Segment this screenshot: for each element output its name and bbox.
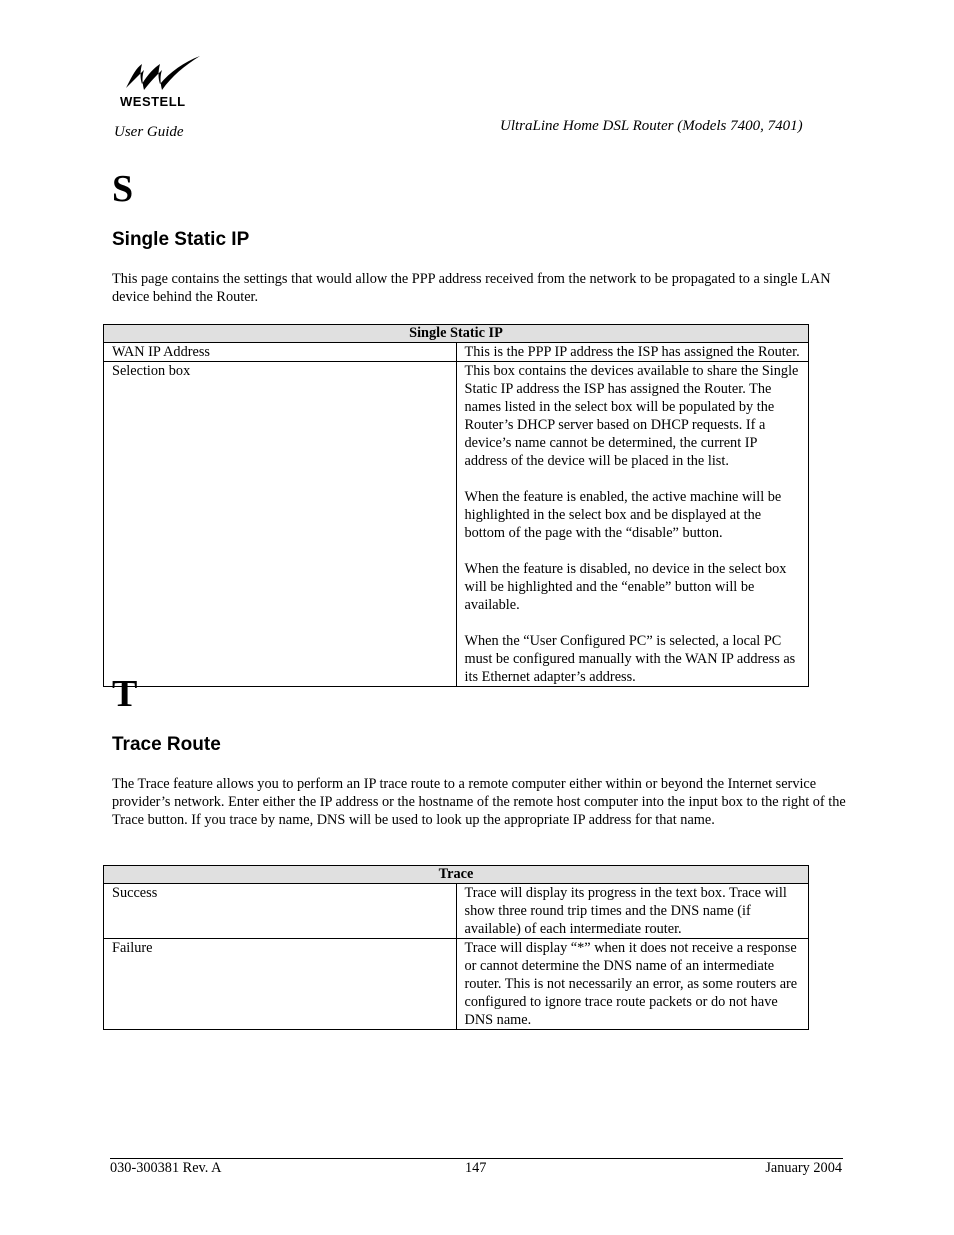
single-static-ip-table xyxy=(103,324,809,687)
footer-doc-number: 030-300381 Rev. A xyxy=(110,1160,222,1176)
row-label: Selection box xyxy=(104,362,457,687)
footer-page-number: 147 xyxy=(465,1160,487,1176)
row-label: Failure xyxy=(104,939,457,1030)
footer-date: January 2004 xyxy=(765,1160,842,1176)
heading-single-static-ip: Single Static IP xyxy=(112,229,250,250)
header-doc-type: User Guide xyxy=(114,124,184,140)
description-paragraph: When the feature is disabled, no device in the select box will be highlighted and the “enable” button will be available. xyxy=(464,561,787,613)
trace-route-intro: The Trace feature allows you to perform an IP trace route to a remote computer either within or beyond the Internet service provider’s network. Enter either the IP address or the hostname of the remote host computer into the input box to the right of the Trace button. If you trace by name, DNS will be used to look up the appropriate IP address for that name. xyxy=(112,776,846,828)
section-letter-t: T xyxy=(112,673,138,715)
description-paragraph: This box contains the devices available to share the Single Static IP address the ISP has assigned the Router. The names listed in the select box will be populated by the Router’s DHCP server based on DHCP requests. If a device’s name cannot be determined, the current IP address of the device will be placed in the list. xyxy=(464,363,799,469)
table-row xyxy=(104,939,809,1030)
row-description xyxy=(456,939,809,1030)
logo-wordmark: WESTELL xyxy=(120,94,186,109)
row-label: WAN IP Address xyxy=(104,343,457,362)
row-description xyxy=(456,343,809,362)
footer-divider xyxy=(110,1158,843,1159)
table-title: Single Static IP xyxy=(104,325,809,343)
westell-logo xyxy=(118,54,208,110)
section-letter-s: S xyxy=(112,168,134,210)
header-product-title: UltraLine Home DSL Router (Models 7400, 7401) xyxy=(500,118,803,134)
table-row xyxy=(104,343,809,362)
description-paragraph: When the feature is enabled, the active machine will be highlighted in the select box and be displayed at the bottom of the page with the “disable” button. xyxy=(464,489,782,541)
description-paragraph: This is the PPP IP address the ISP has assigned the Router. xyxy=(464,344,800,360)
description-paragraph: Trace will display its progress in the text box. Trace will show three round trip times and the DNS name (if available) of each intermediate router. xyxy=(464,885,787,937)
table-row xyxy=(104,884,809,939)
description-paragraph: Trace will display “*” when it does not receive a response or cannot determine the DNS name of an intermediate router. This is not necessarily an error, as some routers are configured to ignore trace route packets or do not have DNS name. xyxy=(464,940,798,1028)
description-paragraph: When the “User Configured PC” is selected, a local PC must be configured manually with the WAN IP address as its Ethernet adapter’s address. xyxy=(464,633,796,685)
westell-logo-mark-icon xyxy=(118,54,208,98)
row-description xyxy=(456,884,809,939)
row-description xyxy=(456,362,809,687)
single-static-ip-intro: This page contains the settings that would allow the PPP address received from the network to be propagated to a single LAN device behind the Router. xyxy=(112,271,831,305)
row-label: Success xyxy=(104,884,457,939)
table-row xyxy=(104,362,809,687)
trace-table xyxy=(103,865,809,1030)
heading-trace-route: Trace Route xyxy=(112,734,221,755)
table-title: Trace xyxy=(104,866,809,884)
